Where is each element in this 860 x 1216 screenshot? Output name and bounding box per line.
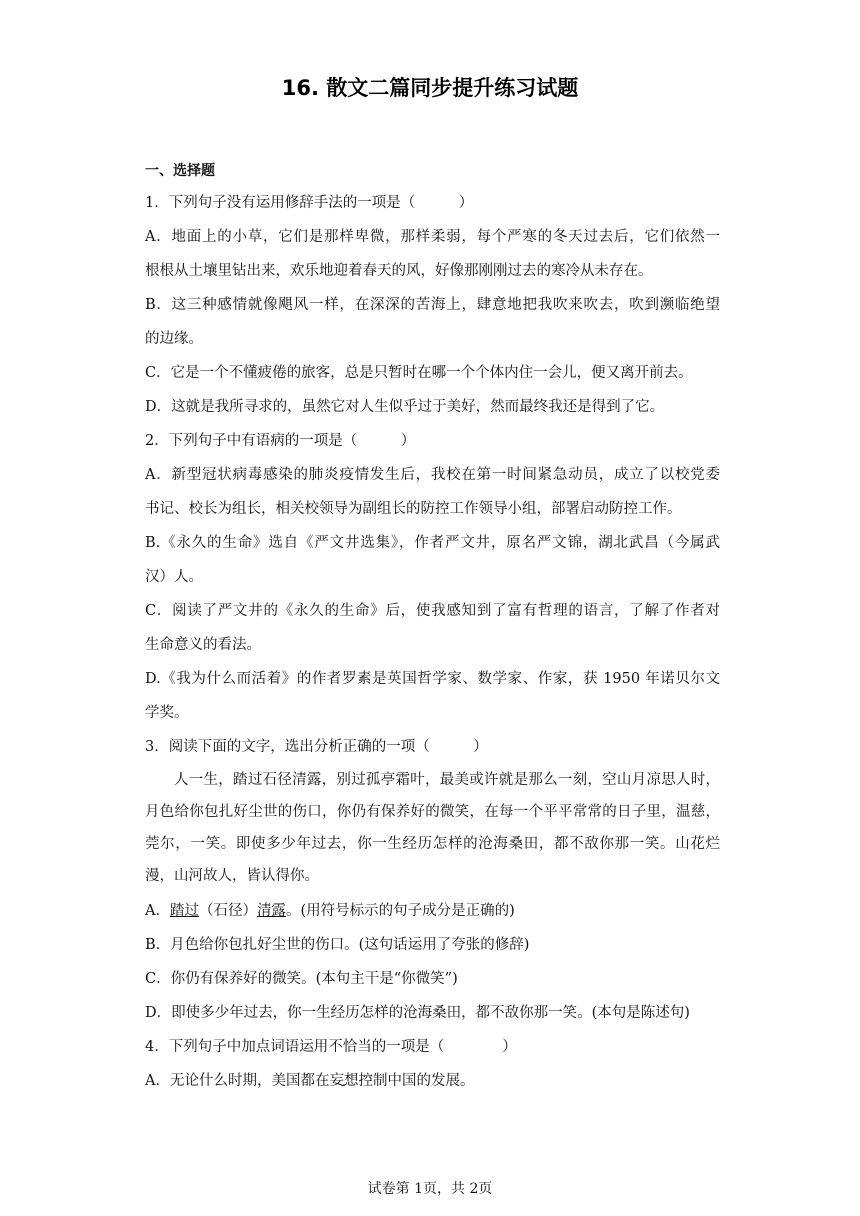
page-title: 16. 散文二篇同步提升练习试题 — [281, 76, 579, 100]
section-heading: 一、选择题 — [145, 163, 215, 179]
option-d: D．这就是我所寻求的，虽然它对人生似乎过于美好，然而最终我还是得到了它。 — [145, 399, 665, 415]
option-a-suffix: 。(用符号标示的句子成分是正确的) — [285, 903, 515, 919]
option-d: D．即使多少年过去，你一生经历怎样的沧海桑田，都不敌你那一笑。(本句是陈述句) — [145, 1005, 690, 1021]
option-b-cont: 汉）人。 — [145, 569, 203, 585]
option-a-prefix: A．无论什么时期，美国都在 — [145, 1073, 330, 1089]
dotted-word: 妄想 — [329, 1073, 359, 1089]
question-stem: 1．下列句子没有运用修辞手法的一项是（ ） — [145, 195, 474, 211]
option-b: B．月色给你包扎好尘世的伤口。(这句话运用了夸张的修辞) — [145, 937, 530, 953]
option-c: C．它是一个不懂疲倦的旅客，总是只暂时在哪一个个体内住一会儿，便又离开前去。 — [145, 365, 693, 381]
underlined-object: 清露 — [256, 903, 286, 919]
question-3 — [145, 730, 720, 1030]
option-c-cont: 生命意义的看法。 — [145, 637, 261, 653]
option-a-mid: （石径） — [198, 903, 257, 919]
option-b-cont: 的边缘。 — [145, 331, 203, 347]
reading-passage: 人一生，踏过石径清露，别过孤亭霜叶，最美或许就是那么一刻，空山月凉思人时，月色给你包扎好尘世的伤口，你仍有保养好的微笑，在每一个平平常常的日子里，温慈，莞尔，一笑。即使多少年过去，你一生经历怎样的沧海桑田，都不敌你那一笑。山花烂漫，山河故人，皆认得你。 — [145, 772, 720, 884]
exam-content — [145, 156, 720, 1098]
question-2 — [145, 424, 720, 730]
option-a — [145, 1064, 720, 1098]
option-c: C．阅读了严文井的《永久的生命》后，使我感知到了富有哲理的语言，了解了作者对 — [145, 603, 720, 619]
option-d-cont: 学奖。 — [145, 705, 189, 721]
option-b: B.《永久的生命》选自《严文井选集》，作者严文井，原名严文锦，湖北武昌（今属武 — [145, 535, 720, 551]
question-stem: 3．阅读下面的文字，选出分析正确的一项（ ） — [145, 739, 488, 755]
option-a: A．新型冠状病毒感染的肺炎疫情发生后，我校在第一时间紧急动员，成立了以校党委 — [145, 467, 720, 483]
page-footer: 试卷第 1页，共 2页 — [367, 1181, 493, 1197]
option-b: B．这三种感情就像飓风一样，在深深的苦海上，肆意地把我吹来吹去，吹到濒临绝望 — [145, 297, 720, 313]
question-stem: 4．下列句子中加点词语运用不恰当的一项是（ ） — [145, 1039, 517, 1055]
option-a: A．地面上的小草，它们是那样卑微，那样柔弱，每个严寒的冬天过去后，它们依然一 — [145, 229, 720, 245]
question-1 — [145, 186, 720, 424]
option-a-cont: 书记、校长为组长，相关校领导为副组长的防控工作领导小组，部署启动防控工作。 — [145, 501, 682, 517]
option-a-suffix: 控制中国的发展。 — [358, 1073, 475, 1089]
question-stem: 2．下列句子中有语病的一项是（ ） — [145, 433, 416, 449]
question-4 — [145, 1030, 720, 1098]
option-a — [145, 894, 720, 928]
option-a-prefix: A． — [145, 903, 170, 919]
option-d: D.《我为什么而活着》的作者罗素是英国哲学家、数学家、作家，获 1950 年诺贝尔文 — [145, 671, 720, 687]
option-c: C．你仍有保养好的微笑。(本句主干是“你微笑”) — [145, 971, 458, 987]
option-a-cont: 根根从土壤里钻出来，欢乐地迎着春天的风，好像那刚刚过去的寒冷从未存在。 — [145, 263, 653, 279]
underlined-verb: 踏过 — [169, 903, 199, 919]
